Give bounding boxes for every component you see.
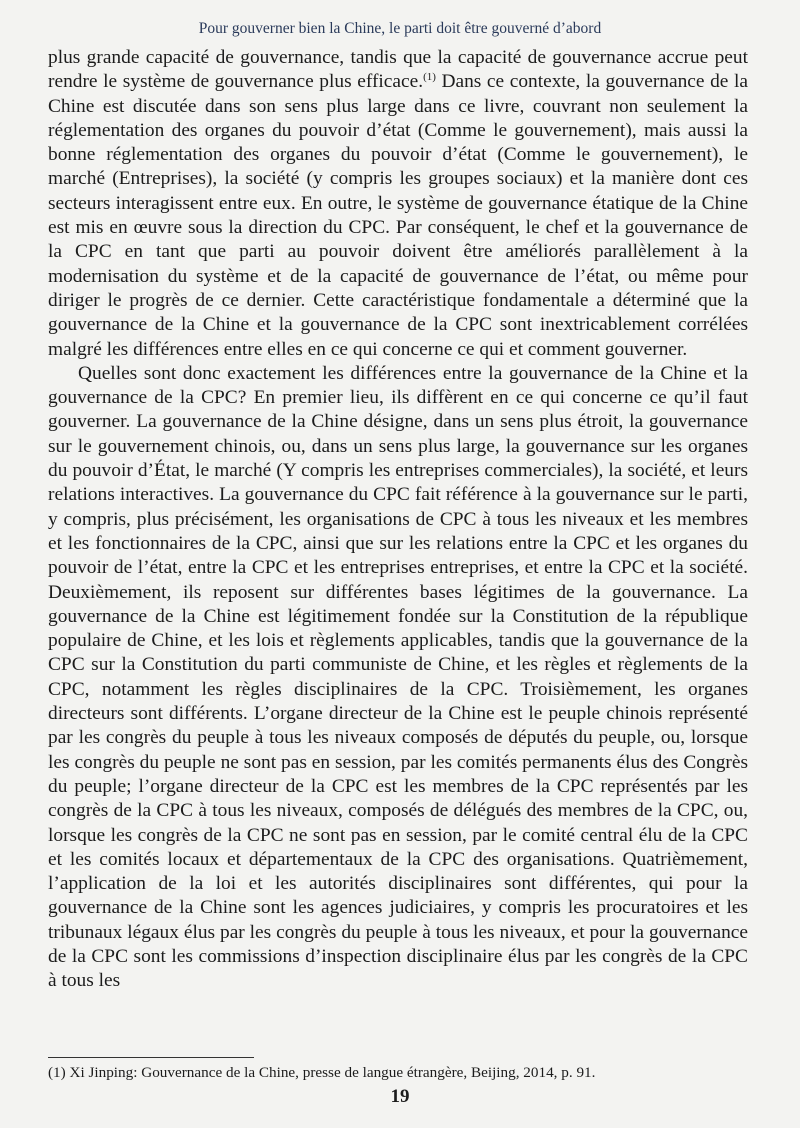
paragraph-1 <box>48 46 748 362</box>
paragraph-1-part-2: Dans ce contexte, la gouvernance de la Chine est discutée dans son sens plus large dans ce livre, couvrant non seulement la réglementation des organes du pouvoir d’état (Comme le gouvernement), mais aussi la bonne réglementation des organes du pouvoir d’état (Comme le gouvernement), le marché (Entreprises), la société (y compris les groupes sociaux) et la manière dont ces secteurs interagissent entre eux. En outre, le système de gouvernance étatique de la Chine est mis en œuvre sous la direction du CPC. Par conséquent, le chef et la gouvernance de la CPC en tant que parti au pouvoir doivent être améliorés parallèlement à la modernisation du système et de la capacité de gouvernance de l’état, ou même pour diriger le progrès de ce dernier. Cette caractéristique fondamentale a déterminé que la gouvernance de la Chine et la gouvernance de la CPC sont inextricablement corrélées malgré les différences entre elles en ce qui concerne ce qui et comment gouverner. <box>48 71 748 360</box>
footnote-reference: (1) <box>423 71 436 84</box>
footnote: (1) Xi Jinping: Gouvernance de la Chine, presse de langue étrangère, Beijing, 2014, p. 91. <box>48 1064 596 1081</box>
body-text <box>48 46 748 994</box>
page-number: 19 <box>390 1086 410 1107</box>
running-header: Pour gouverner bien la Chine, le parti doit être gouverné d’abord <box>198 20 602 37</box>
paragraph-1-part-1: plus grande capacité de gouvernance, tandis que la capacité de gouvernance accrue peut rendre le système de gouvernance plus efficace. <box>48 47 748 93</box>
paragraph-2: Quelles sont donc exactement les différences entre la gouvernance de la Chine et la gouvernance de la CPC? En premier lieu, ils diffèrent en ce qui concerne ce qu’il faut gouverner. La gouvernance de la Chine désigne, dans un sens plus étroit, la gouvernance sur le gouvernement chinois, ou, dans un sens plus large, la gouvernance sur les organes du pouvoir d’État, le marché (Y compris les entreprises commerciales), la société, et leurs relations interactives. La gouvernance du CPC fait référence à la gouvernance sur le parti, y compris, plus précisément, les organisations de CPC à tous les niveaux et les membres et les fonctionnaires de la CPC, ainsi que sur les relations entre la CPC et les organes du pouvoir de l’état, entre la CPC et les entreprises entreprises, et entre la CPC et la société. Deuxièmement, ils reposent sur différentes bases légitimes de la gouvernance. La gouvernance de la Chine est légitimement fondée sur la Constitution de la république populaire de Chine, et les lois et règlements applicables, tandis que la gouvernance de la CPC sur la Constitution du parti communiste de Chine, et les règles et règlements de la CPC, notamment les règles disciplinaires de la CPC. Troisièmement, les organes directeurs sont différents. L’organe directeur de la Chine est le peuple chinois représenté par les congrès du peuple à tous les niveaux composés de députés du peuple, ou, lorsque les congrès du peuple ne sont pas en session, par les comités permanents élus des Congrès du peuple; l’organe directeur de la CPC est les membres de la CPC représentés par les congrès de la CPC à tous les niveaux, composés de délégués des membres de la CPC, ou, lorsque les congrès de la CPC ne sont pas en session, par le comité central élu de la CPC et les comités locaux et départementaux de la CPC des organisations. Quatrièmement, l’application de la loi et les autorités disciplinaires sont différentes, qui pour la gouvernance de la Chine sont les agences judiciaires, y compris les procuratoires et les tribunaux légaux élus par les congrès du peuple à tous les niveaux, et pour la gouvernance de la CPC sont les commissions d’inspection disciplinaire élus par les congrès de la CPC à tous les <box>48 362 748 992</box>
footnote-divider <box>48 1057 254 1058</box>
